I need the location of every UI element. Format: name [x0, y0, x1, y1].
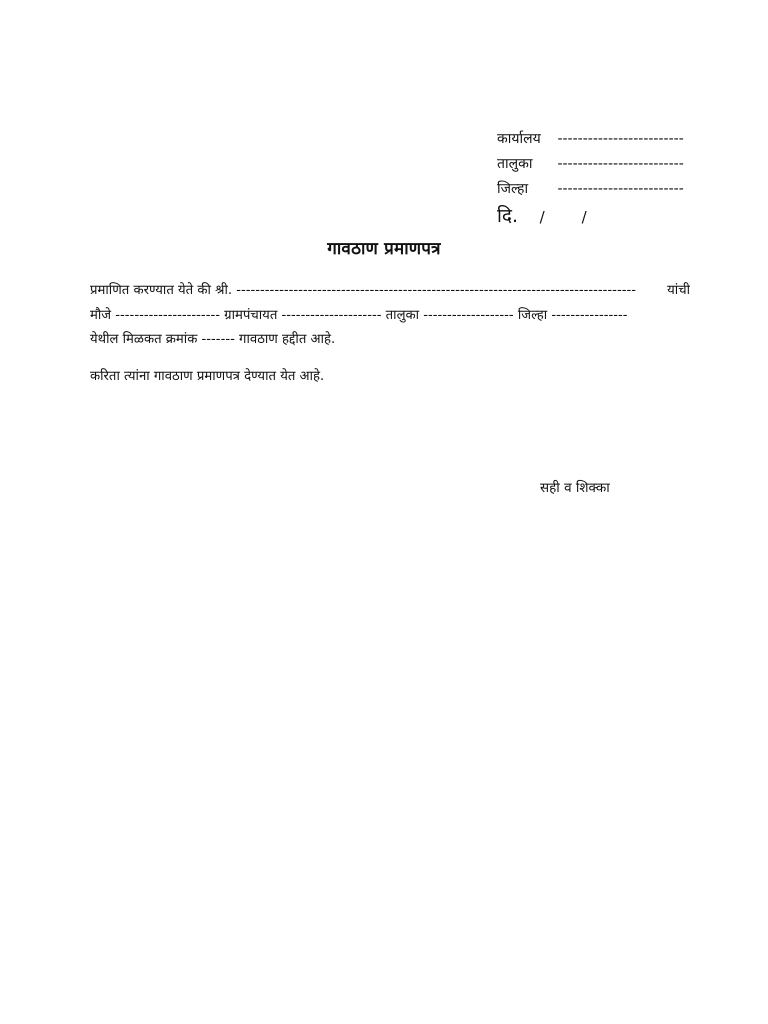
certificate-title: गावठाण प्रमाणपत्र [327, 239, 441, 259]
taluka-label: तालुका [497, 156, 533, 172]
district-blank: ------------------------- [557, 181, 684, 197]
taluka-line [497, 153, 757, 178]
date-line [497, 203, 757, 231]
office-line [497, 128, 757, 153]
body-line-1-end: यांची [667, 283, 690, 298]
body-line-2: मौजे ---------------------- ग्रामपंचायत --------------------- तालुका ------------------- जिल्हा ---------------- [90, 307, 628, 323]
body-line-1-text: प्रमाणित करण्यात येते की श्री. ------------------------------------------------------------------------------------ [90, 283, 636, 298]
taluka-blank: ------------------------- [557, 156, 684, 172]
body-paragraph-2: करिता त्यांना गावठाण प्रमाणपत्र देण्यात येत आहे. [90, 369, 325, 384]
office-label: कार्यालय [497, 131, 541, 147]
date-separator: / [581, 208, 587, 226]
office-details [497, 128, 757, 231]
signature-stamp-label: सही व शिक्का [540, 480, 610, 496]
date-separator: / [539, 208, 545, 226]
office-blank: ------------------------- [557, 131, 684, 147]
district-label: जिल्हा [497, 181, 529, 197]
body-line-1 [90, 279, 690, 304]
certificate-body [90, 279, 690, 353]
district-line [497, 178, 757, 203]
date-label: दि. [497, 205, 519, 227]
body-line-3: येथील मिळकत क्रमांक ------- गावठाण हद्दीत आहे. [90, 332, 336, 347]
